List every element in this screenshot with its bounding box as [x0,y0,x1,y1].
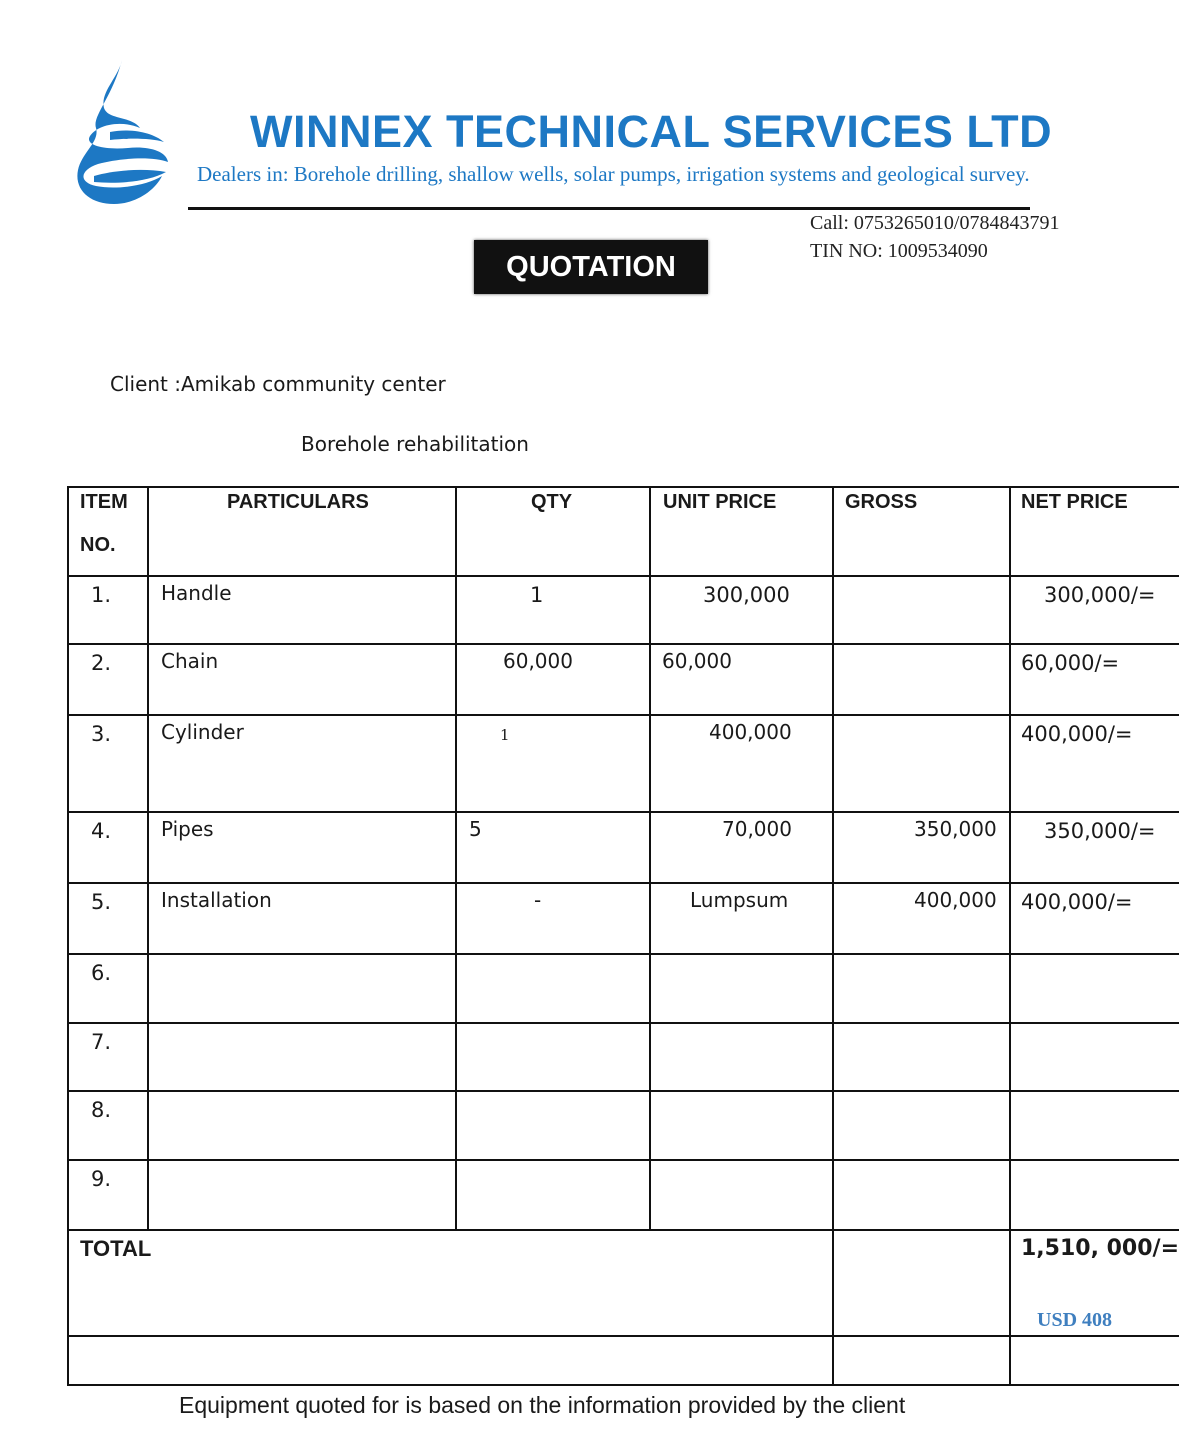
table-border-top [67,486,1179,488]
header-gross: GROSS [845,491,918,513]
table-column-divider [1009,486,1011,1386]
table-row-divider [67,1090,1179,1092]
company-name: WINNEX TECHNICAL SERVICES LTD [250,106,1053,157]
table-cell-net-price: 60,000/= [1021,651,1120,675]
table-column-divider [147,486,149,1231]
header-unit-price: UNIT PRICE [663,491,777,513]
company-tagline: Dealers in: Borehole drilling, shallow wells, solar pumps, irrigation systems and geological survey. [197,162,1030,186]
total-label: TOTAL [80,1236,152,1261]
table-row-divider [67,1159,1179,1161]
tin-number: TIN NO: 1009534090 [810,240,988,262]
table-cell-item-no: 2. [91,651,112,675]
table-cell-qty: 1 [500,726,510,744]
table-cell-unit-price: Lumpsum [690,888,789,912]
table-row-divider [67,575,1179,577]
table-cell-net-price: 300,000/= [1044,583,1156,607]
table-cell-unit-price: 300,000 [703,583,790,607]
header-particulars: PARTICULARS [227,491,369,513]
table-cell-net-price: 400,000/= [1021,722,1133,746]
table-row-divider [67,1335,1179,1337]
table-cell-qty: 1 [530,583,544,607]
total-value: 1,510, 000/= [1021,1236,1179,1261]
table-row-divider [67,1229,1179,1231]
client-name: Client :Amikab community center [110,372,446,396]
table-cell-item-no: 7. [91,1030,112,1054]
header-qty: QTY [531,491,573,513]
header-item-no: ITEM [80,491,128,513]
table-cell-item-no: 9. [91,1167,112,1191]
table-cell-particulars: Cylinder [161,720,244,744]
table-cell-particulars: Chain [161,649,219,673]
table-cell-item-no: 5. [91,890,112,914]
table-column-divider [455,486,457,1231]
table-cell-qty: 5 [469,817,482,841]
header-divider [188,207,1030,210]
table-row-divider [67,714,1179,716]
table-cell-qty: 60,000 [503,649,573,673]
quotation-table [67,486,1179,1386]
table-cell-unit-price: 70,000 [722,817,792,841]
table-cell-item-no: 3. [91,722,112,746]
table-cell-qty: - [534,888,542,912]
table-cell-particulars: Handle [161,581,232,605]
table-column-divider [832,486,834,1386]
table-border-left [67,486,69,1386]
table-column-divider [649,486,651,1231]
header-item-no-line2: NO. [80,534,116,556]
table-cell-net-price: 400,000/= [1021,890,1133,914]
table-cell-particulars: Pipes [161,817,214,841]
table-row-divider [67,882,1179,884]
table-cell-item-no: 8. [91,1098,112,1122]
table-cell-item-no: 6. [91,961,112,985]
table-cell-item-no: 4. [91,819,112,843]
document-title: QUOTATION [474,240,708,294]
table-cell-net-price: 350,000/= [1044,819,1156,843]
footnote: Equipment quoted for is based on the information provided by the client [179,1392,906,1418]
contact-phone: Call: 0753265010/0784843791 [810,212,1060,234]
header-net-price: NET PRICE [1021,491,1128,513]
table-cell-unit-price: 400,000 [709,720,792,744]
table-row-divider [67,811,1179,813]
project-title: Borehole rehabilitation [301,432,529,456]
table-cell-gross: 400,000 [914,888,997,912]
table-cell-unit-price: 60,000 [662,649,732,673]
table-row-divider [67,953,1179,955]
water-drop-logo-icon [70,58,180,208]
table-cell-gross: 350,000 [914,817,997,841]
table-border-bottom [67,1384,1179,1386]
table-row-divider [67,643,1179,645]
table-cell-particulars: Installation [161,888,272,912]
table-row-divider [67,1022,1179,1024]
table-cell-item-no: 1. [91,583,112,607]
total-usd: USD 408 [1037,1309,1113,1331]
